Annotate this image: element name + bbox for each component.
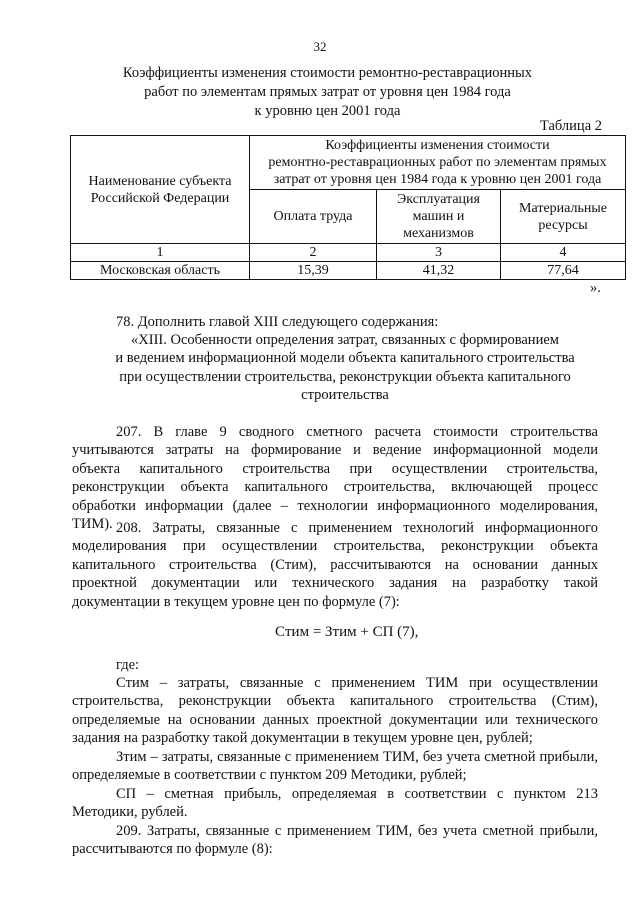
value-cell: 77,64 <box>501 262 626 280</box>
formula-7: Cтим = Зтим + СП (7), <box>275 624 419 640</box>
title-line: работ по элементам прямых затрат от уровня цен 1984 года <box>144 84 511 100</box>
chapter-heading: «XIII. Особенности определения затрат, связанных с формированием и ведением информационной модели объекта капитального строительства при осуществлении строительства, реконструкции объекта капитального строительства <box>115 332 575 404</box>
coefficients-table <box>70 135 626 280</box>
title-line: к уровню цен 2001 года <box>254 103 401 119</box>
value-cell: 15,39 <box>250 262 377 280</box>
column-number: 1 <box>71 244 250 262</box>
column-number: 2 <box>250 244 377 262</box>
region-cell: Московская область <box>71 262 250 280</box>
title-line: Коэффициенты изменения стоимости ремонтно-реставрационных <box>122 65 533 81</box>
paragraph-208: 208. Затраты, связанные с применением технологий информационного моделирования при осуществлении строительства, реконструкции объекта капитального строительства (Cтим), рассчитываются на основании данных проектной документации или технического задания на разработку такой документации в текущем уровне цен по формуле (7): <box>72 520 598 610</box>
definition-z-tim: Зтим – затраты, связанные с применением ТИМ, без учета сметной прибыли, определяемые в соответствии с пунктом 209 Методики, рублей; <box>72 749 598 784</box>
column-number: 4 <box>501 244 626 262</box>
header-labor: Оплата труда <box>250 190 377 244</box>
definition-sp: СП – сметная прибыль, определяемая в соответствии с пунктом 213 Методики, рублей. <box>72 786 598 821</box>
where-label: где: <box>116 657 140 673</box>
paragraph-209: 209. Затраты, связанные с применением ТИМ, без учета сметной прибыли, рассчитываются по формуле (8): <box>72 823 598 858</box>
item-78-text: 78. Дополнить главой XIII следующего содержания: <box>116 314 439 330</box>
table-label: Таблица 2 <box>539 118 602 134</box>
page-number: 32 <box>313 39 327 54</box>
document-title <box>100 64 555 121</box>
header-materials: Материальные ресурсы <box>501 190 626 244</box>
value-cell: 41,32 <box>377 262 501 280</box>
header-coefficients-group: Коэффициенты изменения стоимости ремонтно-реставрационных работ по элементам прямых затрат от уровня цен 1984 года к уровню цен 2001 года <box>250 136 626 190</box>
closing-quote: ». <box>590 280 601 296</box>
column-number: 3 <box>377 244 501 262</box>
definition-c-tim: Cтим – затраты, связанные с применением ТИМ при осуществлении строительства, реконструкции объекта капитального строительства (Cтим), определяемые на основании данных проектной документации или технического задания на разработку такой документации в текущем уровне цен, рублей; <box>72 675 598 747</box>
item-78 <box>72 313 598 331</box>
paragraph-207: 207. В главе 9 сводного сметного расчета стоимости строительства учитываются затраты на формирование и ведение информационной модели объекта капитального строительства при осуществлении строительства, реконструкции объекта капитального строительства, включающей процесс обработки информации (далее – технологии информационного моделирования, ТИМ). <box>72 424 598 533</box>
header-machinery: Эксплуатация машин и механизмов <box>377 190 501 244</box>
header-region: Наименование субъекта Российской Федерации <box>71 136 250 244</box>
